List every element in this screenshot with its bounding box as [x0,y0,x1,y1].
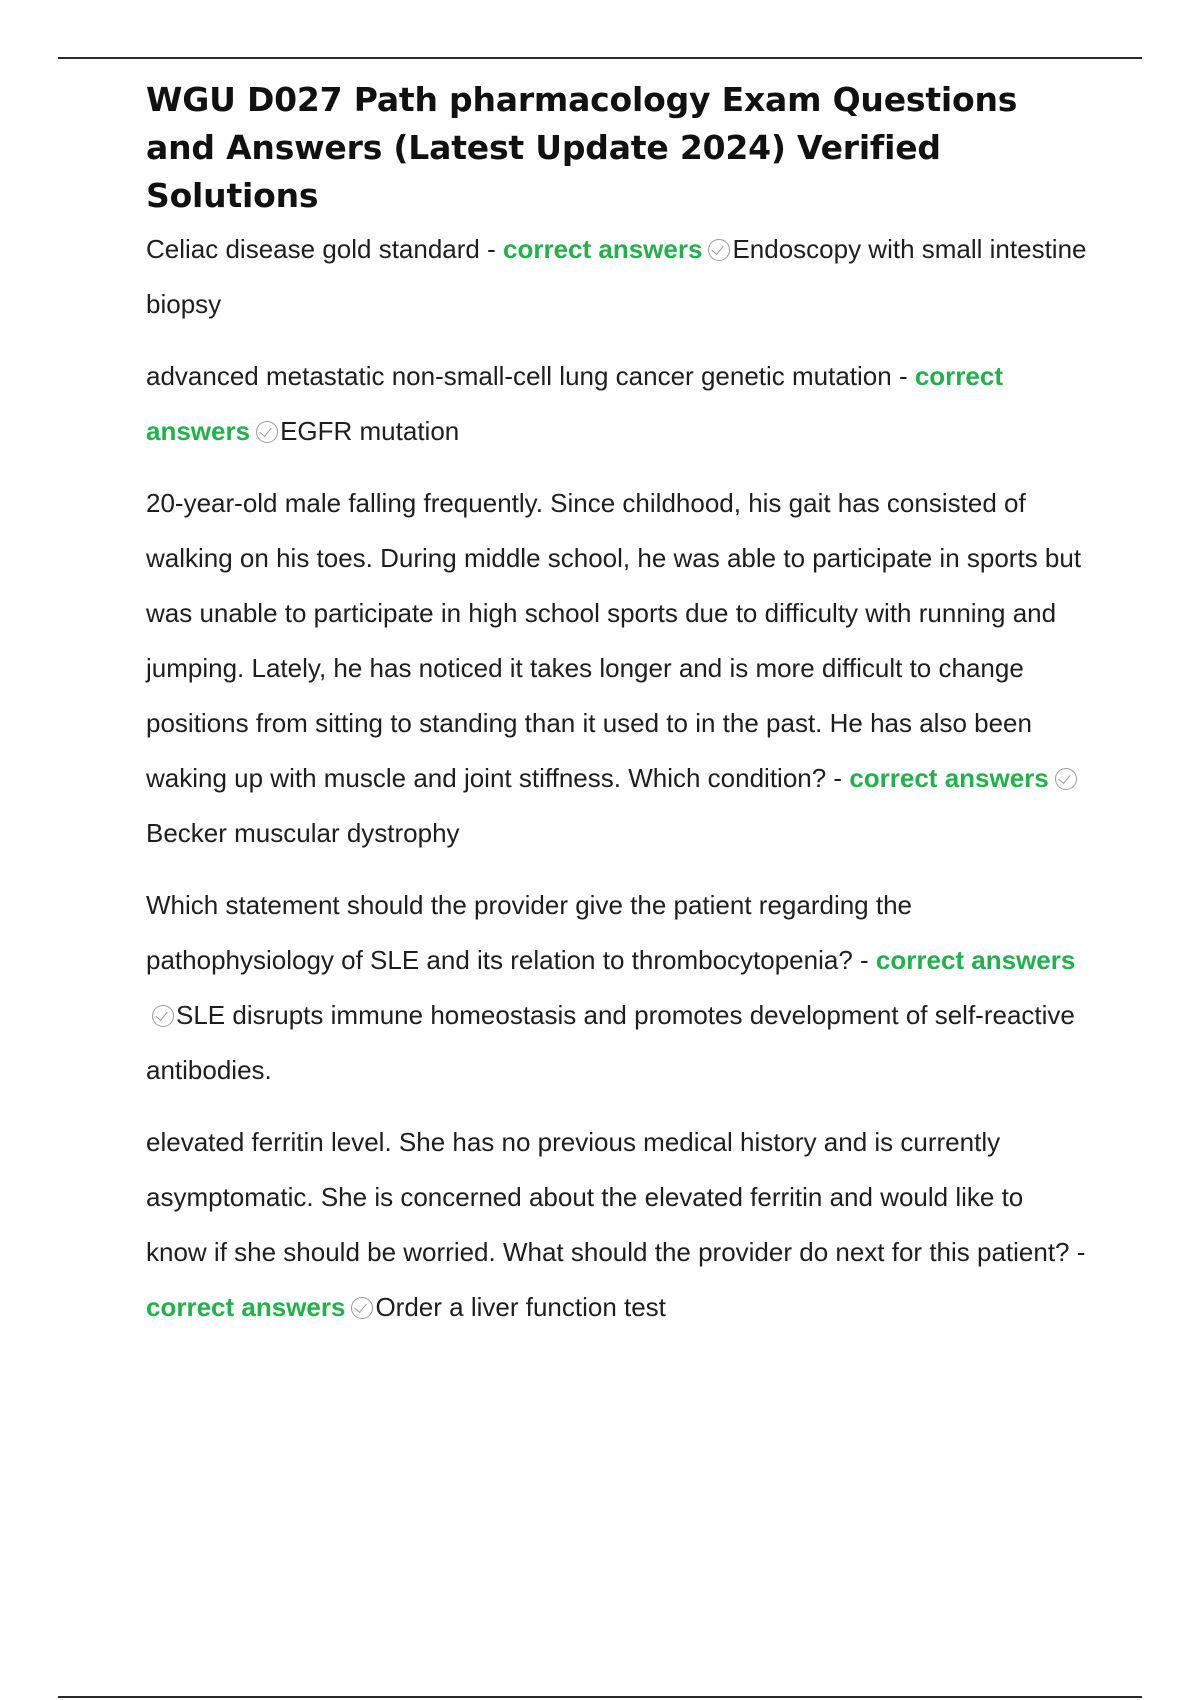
check-circle-icon [152,1005,174,1027]
correct-answers-label: correct answers [502,234,703,264]
answer-text: Becker muscular dystrophy [146,818,460,848]
qa-item [146,1115,1091,1335]
question-text: advanced metastatic non-small-cell lung cancer genetic mutation [146,361,892,391]
correct-answers-label: correct answers [849,763,1049,793]
document-title: WGU D027 Path pharmacology Exam Questions and Answers (Latest Update 2024) Verified Solutions [146,80,1018,215]
qa-item [146,878,1091,1098]
separator: - [891,361,915,391]
answer-text: SLE disrupts immune homeostasis and promotes development of self-reactive antibodies. [146,1000,1075,1085]
separator: - [479,234,503,264]
separator: - [826,763,850,793]
correct-answers-label: correct answers [875,945,1076,975]
answer-text: EGFR mutation [280,416,460,446]
separator: - [852,945,876,975]
document-body [146,76,1091,1352]
check-circle-icon [1055,768,1077,790]
check-circle-icon [351,1297,373,1319]
answer-text: Endoscopy with small intestine biopsy [146,234,1087,319]
top-rule [58,57,1142,59]
qa-item [146,222,1091,332]
separator: - [1069,1237,1086,1267]
question-text: Celiac disease gold standard [146,234,480,264]
qa-item [146,349,1091,459]
correct-answers-label: correct answers [146,361,1003,446]
check-circle-icon [708,239,730,261]
check-circle-icon [256,421,278,443]
question-text: elevated ferritin level. She has no previous medical history and is currently asymptomatic. She is concerned about the elevated ferritin and would like to know if she should be worried. What should the provider do next for this patient? [146,1127,1070,1267]
bottom-rule [58,1696,1142,1698]
answer-text: Order a liver function test [375,1292,666,1322]
question-text: 20-year-old male falling frequently. Since childhood, his gait has consisted of walking on his toes. During middle school, he was able to participate in sports but was unable to participate in high school sports due to difficulty with running and jumping. Lately, he has noticed it takes longer and is more difficult to change positions from sitting to standing than it used to in the past. He has also been waking up with muscle and joint stiffness. Which condition? [146,488,1082,793]
question-text: Which statement should the provider give the patient regarding the pathophysiology of SLE and its relation to thrombocytopenia? [146,890,913,975]
qa-item [146,476,1091,861]
correct-answers-label: correct answers [146,1292,346,1322]
